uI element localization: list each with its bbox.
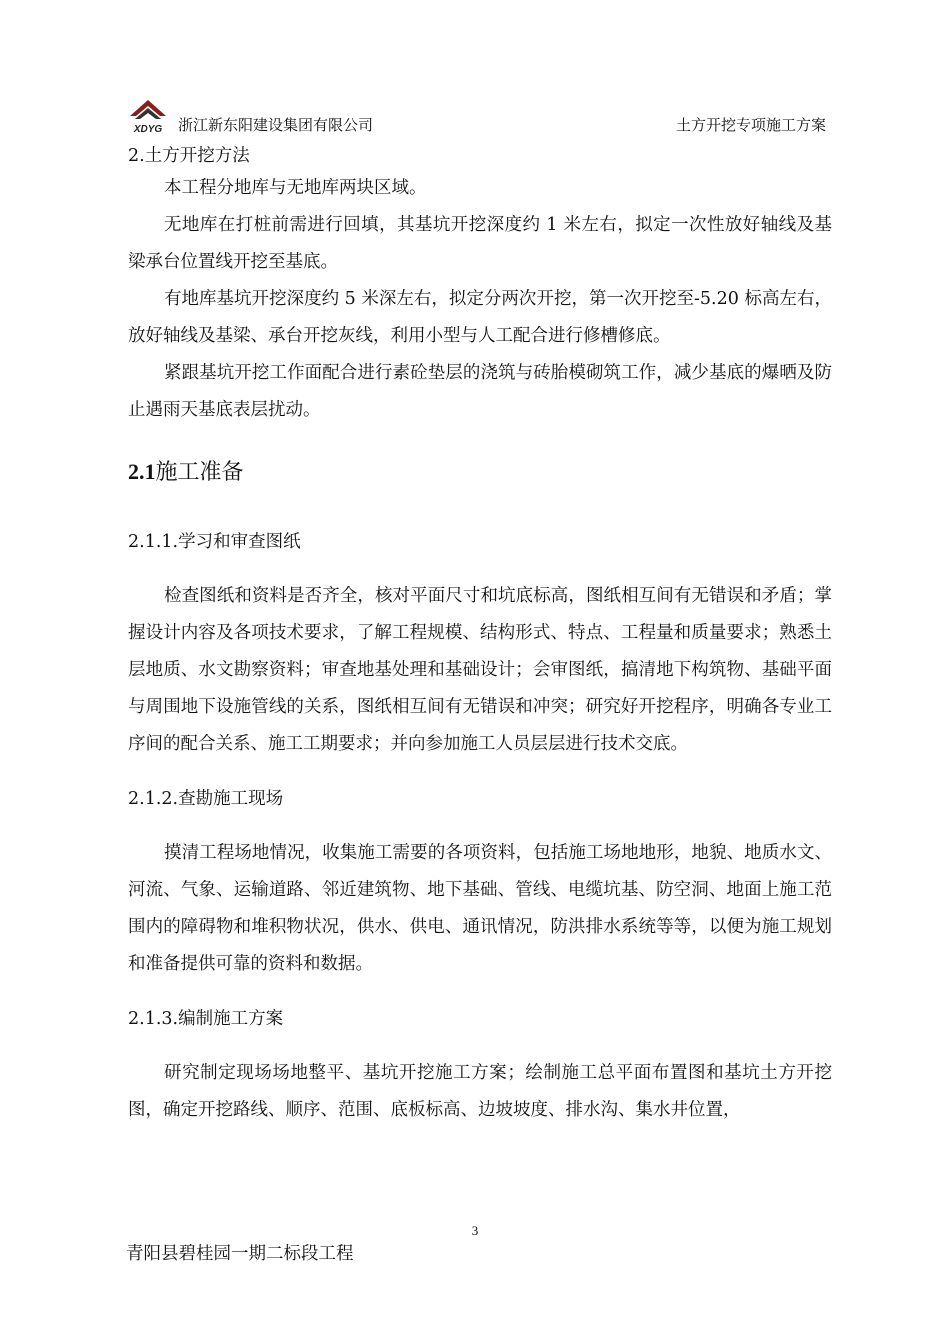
section-title — [128, 457, 832, 488]
paragraph: 有地库基坑开挖深度约 5 米深左右，拟定分两次开挖，第一次开挖至-5.20 标高左右，放好轴线及基梁、承台开挖灰线，利用小型与人工配合进行修槽修底。 — [128, 289, 832, 346]
company-logo — [126, 96, 170, 136]
page-number: 3 — [471, 1223, 479, 1238]
paragraph: 无地库在打桩前需进行回填，其基坑开挖深度约 1 米左右，拟定一次性放好轴线及基梁承台位置线开挖至基底。 — [128, 215, 832, 272]
subsection-heading: 2.1.3.编制施工方案 — [128, 1009, 284, 1029]
subsection-heading: 2.1.1.学习和审查图纸 — [128, 532, 301, 552]
subsection-heading: 2.1.2.查勘施工现场 — [128, 789, 284, 809]
svg-text:XDYG: XDYG — [133, 124, 163, 135]
header-divider — [126, 139, 830, 140]
section-number: 2.1 — [128, 459, 156, 484]
paragraph: 研究制定现场场地整平、基坑开挖施工方案；绘制施工总平面布置图和基坑土方开挖图，确定开挖路线、顺序、范围、底板标高、边坡坡度、排水沟、集水井位置， — [128, 1063, 832, 1120]
page-header — [126, 96, 830, 136]
paragraph: 摸清工程场地情况，收集施工需要的各项资料，包括施工场地地形，地貌、地质水文、河流、气象、运输道路、邻近建筑物、地下基础、管线、电缆坑基、防空洞、地面上施工范围内的障碍物和堆积物状况，供水、供电、通讯情况，防洪排水系统等等，以便为施工规划和准备提供可靠的资料和数据。 — [128, 843, 832, 974]
section-heading: 2.土方开挖方法 — [128, 146, 250, 166]
paragraph: 检查图纸和资料是否齐全，核对平面尺寸和坑底标高，图纸相互间有无错误和矛盾；掌握设计内容及各项技术要求，了解工程规模、结构形式、特点、工程量和质量要求；熟悉土层地质、水文勘察资料；审查地基处理和基础设计；会审图纸，搞清地下构筑物、基础平面与周围地下设施管线的关系，图纸相互间有无错误和冲突；研究好开挖程序，明确各专业工序间的配合关系、施工工期要求；并向参加施工人员层层进行技术交底。 — [128, 586, 832, 754]
page-content — [128, 142, 832, 1129]
section-title-text: 施工准备 — [155, 460, 244, 485]
paragraph: 紧跟基坑开挖工作面配合进行素砼垫层的浇筑与砖胎模砌筑工作，减少基底的爆晒及防止遇雨天基底表层扰动。 — [128, 363, 832, 420]
page-footer: 青阳县碧桂园一期二标段工程 — [126, 1244, 354, 1264]
document-title: 土方开挖专项施工方案 — [675, 116, 826, 134]
company-name: 浙江新东阳建设集团有限公司 — [178, 116, 374, 134]
paragraph: 本工程分地库与无地库两块区域。 — [164, 178, 427, 198]
